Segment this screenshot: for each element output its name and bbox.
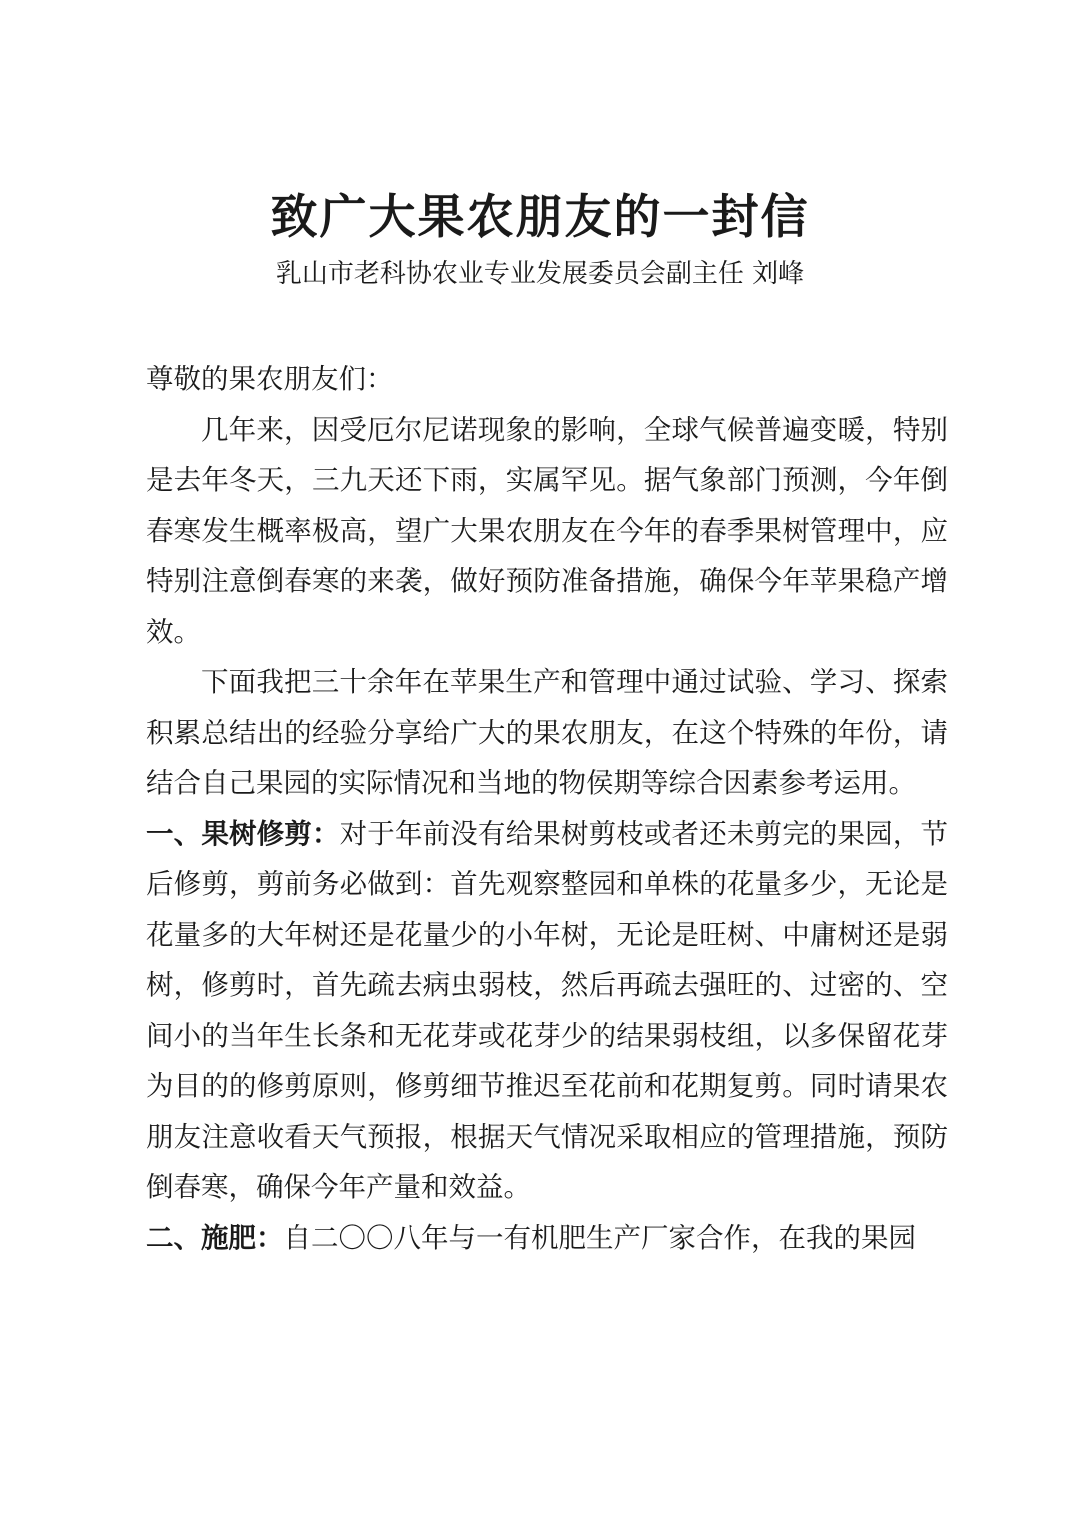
document-title: 致广大果农朋友的一封信 (270, 190, 810, 245)
paragraph: 下面我把三十余年在苹果生产和管理中通过试验、学习、探索积累总结出的经验分享给广大的果农朋友，在这个特殊的年份，请结合自己果园的实际情况和当地的物侯期等综合因素参考运用。 (146, 666, 948, 799)
author-line: 乳山市老科协农业专业发展委员会副主任 刘峰 (275, 259, 805, 289)
paragraph: 几年来，因受厄尔尼诺现象的影响，全球气候普遍变暖，特别是去年冬天，三九天还下雨，实属罕见。据气象部门预测，今年倒春寒发生概率极高，望广大果农朋友在今年的春季果树管理中，应特别注意倒春寒的来袭，做好预防准备措施，确保今年苹果稳产增效。 (146, 413, 948, 648)
section-text: 自二〇〇八年与一有机肥生产厂家合作，在我的果园 (283, 1221, 916, 1254)
section-pruning (146, 809, 948, 1213)
section-text: 对于年前没有给果树剪枝或者还未剪完的果园，节后修剪，剪前务必做到：首先观察整园和单株的花量多少，无论是花量多的大年树还是花量少的小年树，无论是旺树、中庸树还是弱树，修剪时，首先疏去病虫弱枝，然后再疏去强旺的、过密的、空间小的当年生长条和无花芽或花芽少的结果弱枝组，以多保留花芽为目的的修剪原则，修剪细节推迟至花前和花期复剪。同时请果农朋友注意收看天气预报，根据天气情况采取相应的管理措施，预防倒春寒，确保今年产量和效益。 (146, 817, 948, 1203)
letter-body (146, 354, 948, 1263)
section-fertilizing (146, 1213, 948, 1264)
section-heading: 二、施肥： (146, 1221, 284, 1254)
section-heading: 一、果树修剪： (146, 817, 340, 850)
salutation: 尊敬的果农朋友们： (146, 363, 394, 395)
